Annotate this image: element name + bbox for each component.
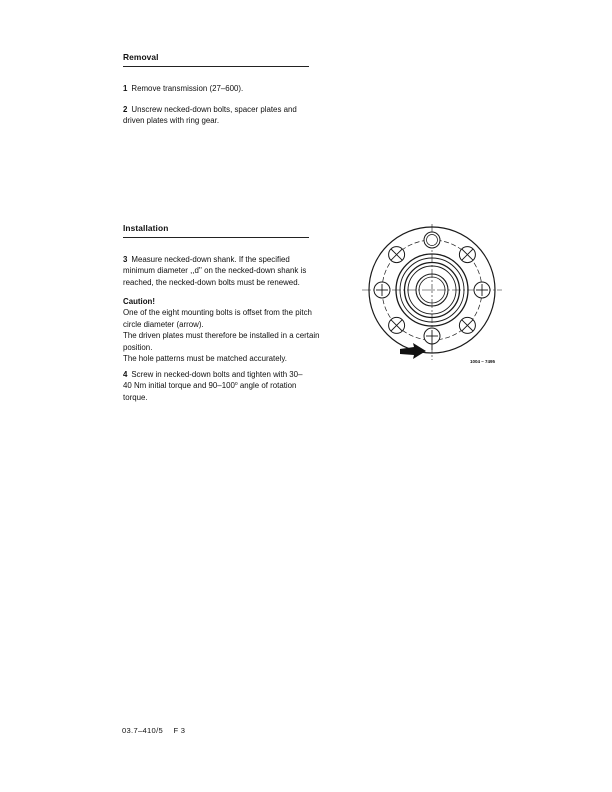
- footer-code: 03.7–410/5: [122, 726, 164, 735]
- removal-step-2: [123, 104, 313, 127]
- degree-mark: o: [234, 381, 238, 388]
- figure-caption: 1004 – 7495: [470, 359, 496, 364]
- flange-drawing-icon: [360, 222, 510, 367]
- caution-line-2: The driven plates must therefore be installed in a certain position.: [123, 331, 320, 352]
- installation-step-3: [123, 254, 323, 288]
- caution-block: [123, 296, 323, 364]
- step-number: 2: [123, 105, 128, 114]
- footer-page: F 3: [173, 726, 186, 735]
- step-number: 4: [123, 370, 128, 379]
- step-text-b: angle of rotation torque.: [123, 381, 297, 402]
- caution-title: Caution!: [123, 297, 155, 306]
- installation-heading: Installation: [123, 223, 169, 233]
- installation-rule: [123, 237, 309, 238]
- arrow-icon: [400, 342, 426, 360]
- installation-step-4: [123, 369, 308, 403]
- step-text-a: Screw in necked-down bolts and tighten with 30–40 Nm initial torque and 90–100: [123, 370, 303, 391]
- step-text: Unscrew necked-down bolts, spacer plates and driven plates with ring gear.: [123, 105, 297, 126]
- caution-line-3: The hole patterns must be matched accurately.: [123, 354, 287, 364]
- step-number: 3: [123, 255, 128, 264]
- step-text: Remove transmission (27–600).: [131, 84, 244, 93]
- removal-rule: [123, 66, 309, 67]
- removal-heading: Removal: [123, 52, 159, 62]
- step-text: Measure necked-down shank. If the specified minimum diameter ,,d'' on the necked-down shank is reached, the necked-down bolts must be renewed.: [123, 255, 307, 287]
- caution-line-1: One of the eight mounting bolts is offset from the pitch circle diameter (arrow).: [123, 308, 312, 329]
- step-number: 1: [123, 84, 128, 93]
- footer: [122, 726, 185, 735]
- removal-step-1: [123, 83, 328, 94]
